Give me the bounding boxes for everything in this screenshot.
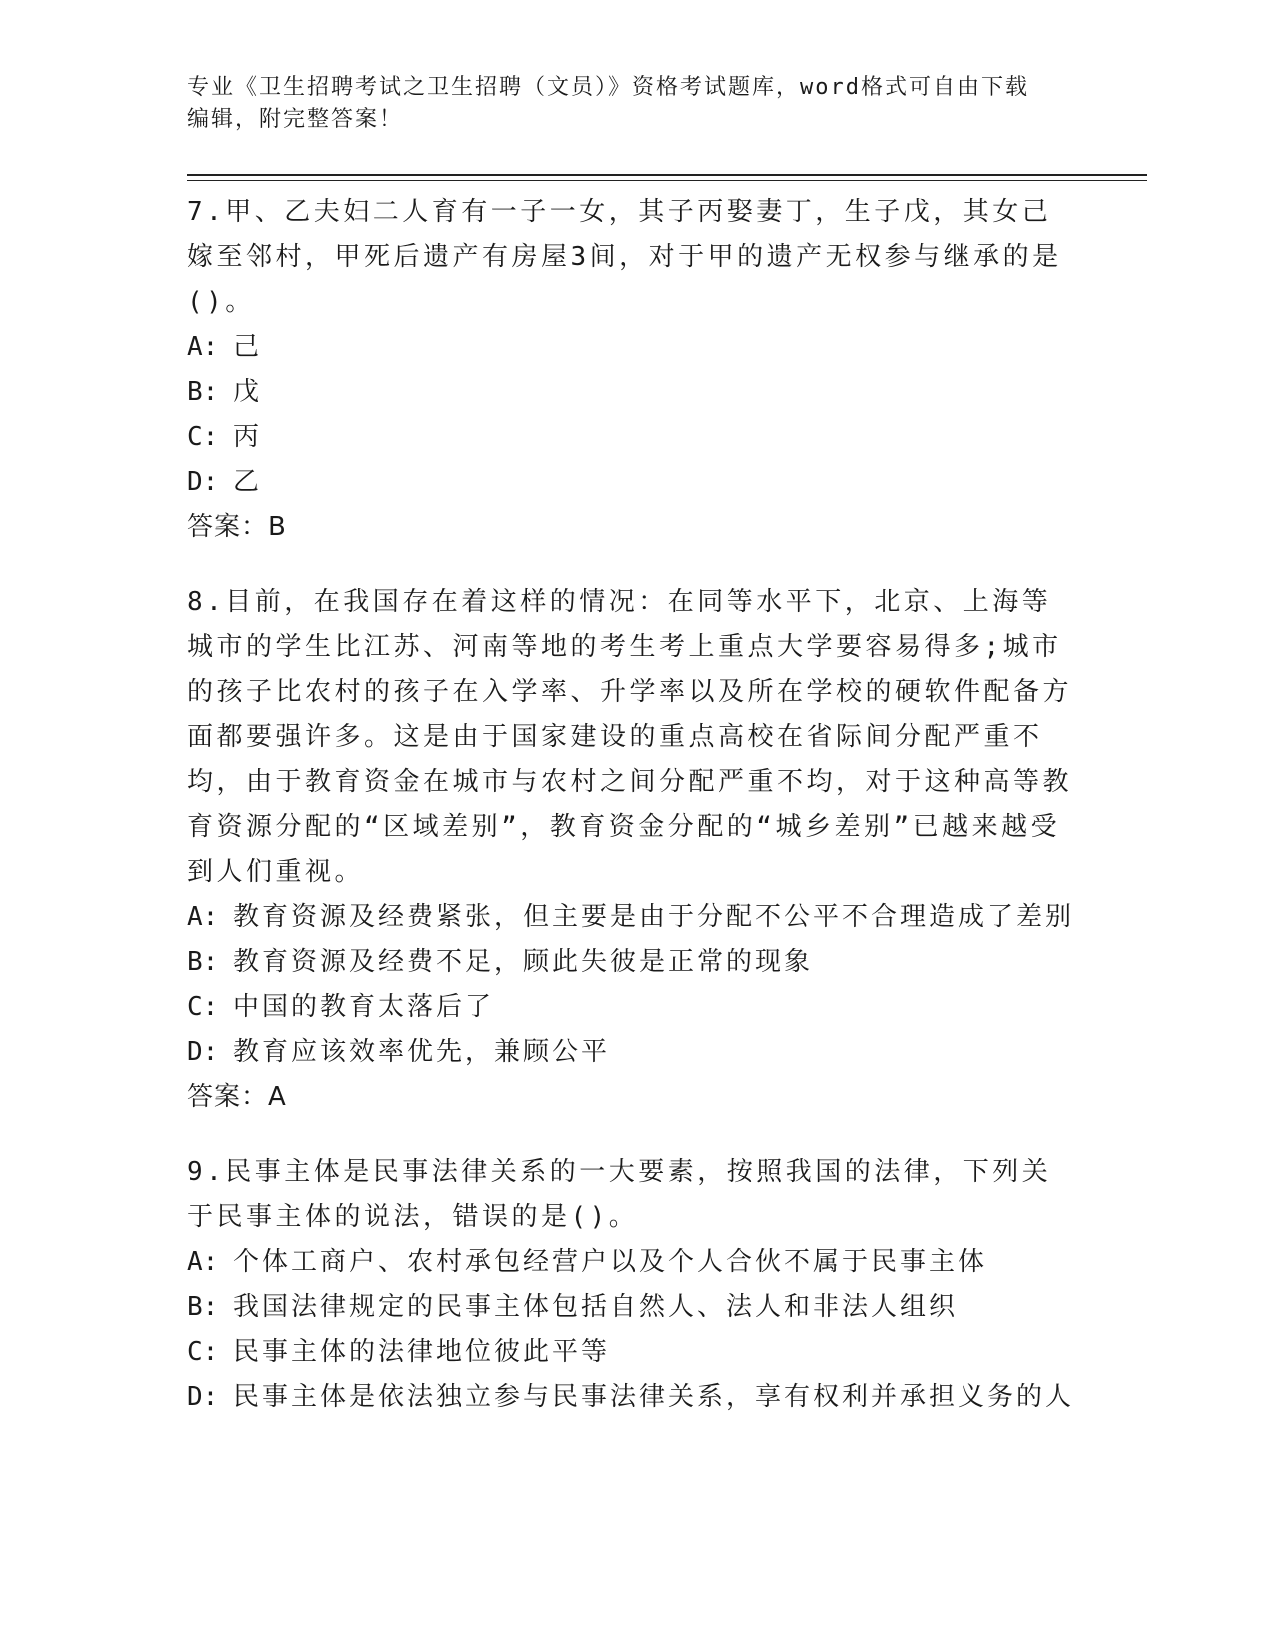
option-c: [187, 415, 1077, 460]
option-b: [187, 1285, 1077, 1330]
option-a: [187, 1240, 1077, 1285]
document-header: [187, 72, 1087, 136]
question-text: 8.目前，在我国存在着这样的情况：在同等水平下，北京、上海等城市的学生比江苏、河南等地的考生考上重点大学要容易得多;城市的孩子比农村的孩子在入学率、升学率以及所在学校的硬软件配备方面都要强许多。这是由于国家建设的重点高校在省际间分配严重不均，由于教育资金在城市与农村之间分配严重不均，对于这种高等教育资源分配的“区域差别”，教育资金分配的“城乡差别”已越来越受到人们重视。: [187, 587, 1073, 887]
option-c: [187, 1330, 1077, 1375]
option-text: 乙: [233, 467, 263, 497]
option-text: 戊: [233, 377, 263, 407]
header-divider-thick: [187, 174, 1147, 176]
question-text: 9.民事主体是民事法律关系的一大要素，按照我国的法律，下列关于民事主体的说法，错误的是()。: [187, 1157, 1052, 1232]
header-line-1: 专业《卫生招聘考试之卫生招聘（文员）》资格考试题库，word格式可自由下载: [187, 75, 1029, 100]
answer-line: 答案：A: [187, 1082, 287, 1112]
option-b: [187, 940, 1077, 985]
option-key: D:: [187, 1382, 219, 1412]
question-9: [187, 1150, 1077, 1420]
option-text: 教育应该效率优先，兼顾公平: [233, 1037, 611, 1067]
option-text: 个体工商户、农村承包经营户以及个人合伙不属于民事主体: [233, 1247, 988, 1277]
option-text: 教育资源及经费紧张，但主要是由于分配不公平不合理造成了差别: [233, 902, 1075, 932]
option-key: C:: [187, 1337, 219, 1367]
option-c: [187, 985, 1077, 1030]
header-line-2: 编辑，附完整答案！: [187, 107, 404, 132]
option-text: 民事主体是依法独立参与民事法律关系，享有权利并承担义务的人: [233, 1382, 1075, 1412]
question-text: 7.甲、乙夫妇二人育有一子一女，其子丙娶妻丁，生子戊，其女己嫁至邻村，甲死后遗产有房屋3间，对于甲的遗产无权参与继承的是()。: [187, 197, 1062, 317]
question-7: [187, 190, 1077, 550]
option-key: A:: [187, 902, 219, 932]
option-b: [187, 370, 1077, 415]
option-key: D:: [187, 467, 219, 497]
option-d: [187, 1375, 1077, 1420]
option-key: B:: [187, 1292, 219, 1322]
option-text: 我国法律规定的民事主体包括自然人、法人和非法人组织: [233, 1292, 959, 1322]
question-8: [187, 580, 1077, 1120]
question-list: [187, 190, 1077, 1450]
option-text: 丙: [233, 422, 263, 452]
option-key: A:: [187, 1247, 219, 1277]
option-d: [187, 1030, 1077, 1075]
option-key: C:: [187, 422, 219, 452]
option-key: A:: [187, 332, 219, 362]
header-divider-thin: [187, 180, 1147, 181]
option-key: B:: [187, 377, 219, 407]
option-text: 教育资源及经费不足，顾此失彼是正常的现象: [233, 947, 814, 977]
option-a: [187, 895, 1077, 940]
option-key: D:: [187, 1037, 219, 1067]
option-text: 中国的教育太落后了: [233, 992, 495, 1022]
option-text: 民事主体的法律地位彼此平等: [233, 1337, 611, 1367]
option-text: 己: [233, 332, 263, 362]
option-d: [187, 460, 1077, 505]
option-key: C:: [187, 992, 219, 1022]
option-a: [187, 325, 1077, 370]
option-key: B:: [187, 947, 219, 977]
answer-line: 答案：B: [187, 512, 287, 542]
